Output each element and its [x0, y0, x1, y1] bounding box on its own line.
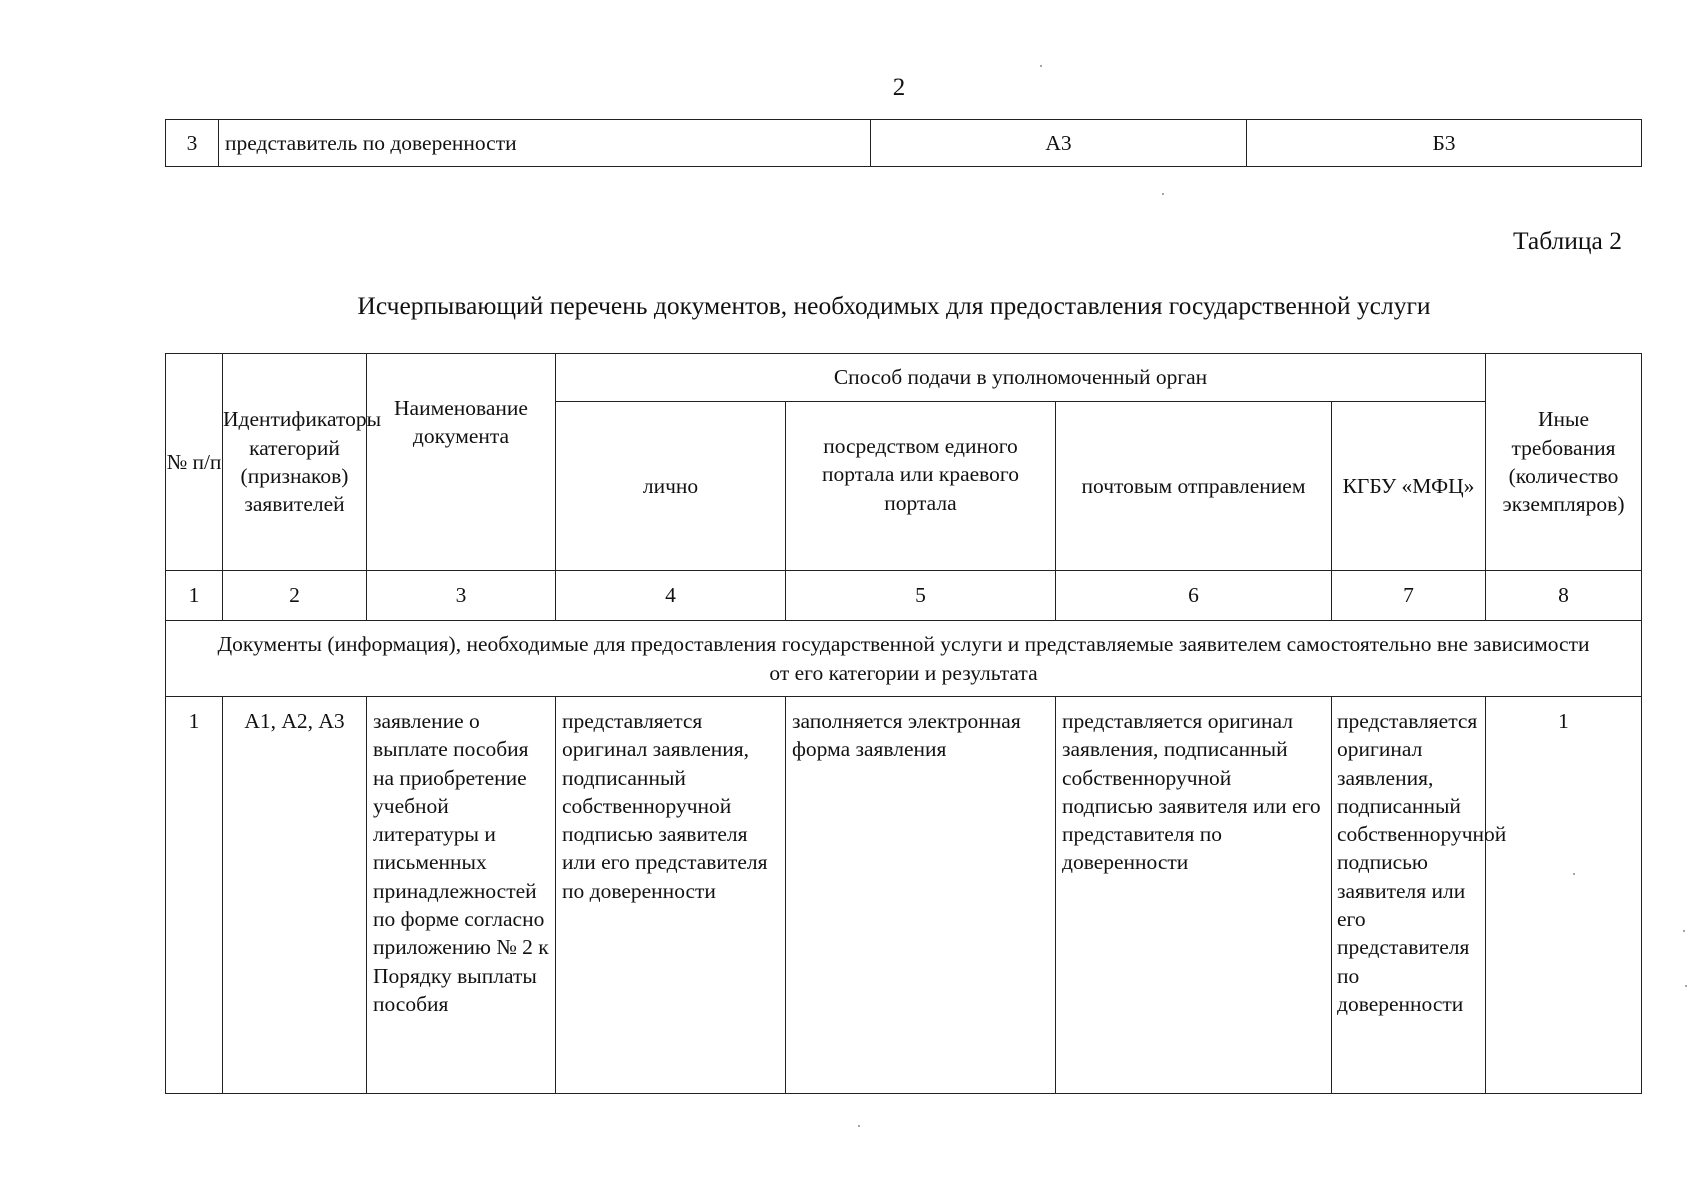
scan-speck	[1040, 65, 1042, 67]
header-doc-name: Наименование документа	[367, 354, 556, 571]
column-number: 3	[367, 571, 556, 621]
scan-speck	[1683, 930, 1685, 932]
documents-table	[165, 353, 1642, 1094]
applicant-label-cell: представитель по доверенности	[219, 120, 871, 167]
section-heading-row	[166, 621, 1642, 697]
header-identifiers: Идентификаторы категорий (признаков) заявителей	[223, 354, 367, 571]
scan-speck	[858, 1125, 860, 1127]
header-other: Иные требования (количество экземпляров)	[1486, 354, 1642, 571]
table-title: Исчерпывающий перечень документов, необходимых для предоставления государственной услуги	[357, 291, 1431, 320]
table-row	[166, 697, 1642, 1094]
column-number: 5	[786, 571, 1056, 621]
row-number-cell: 3	[166, 120, 219, 167]
table-label: Таблица 2	[1512, 226, 1622, 255]
in-person-cell: представляется оригинал заявления, подписанный собственноручной подписью заявителя или его представителя по доверенности	[556, 697, 786, 1094]
header-mail: почтовым отправлением	[1056, 402, 1332, 571]
column-number: 8	[1486, 571, 1642, 621]
continuation-table	[165, 119, 1642, 167]
row-number-cell: 1	[166, 697, 223, 1094]
other-cell: 1	[1486, 697, 1642, 1094]
column-number: 2	[223, 571, 367, 621]
doc-name-cell: заявление о выплате пособия на приобретение учебной литературы и письменных принадлежностей по форме согласно приложению № 2 к Порядку выплаты пособия	[367, 697, 556, 1094]
header-num: № п/п	[166, 354, 223, 571]
header-portal: посредством единого портала или краевого портала	[786, 402, 1056, 571]
header-submission-method: Способ подачи в уполномоченный орган	[556, 354, 1486, 402]
identifier-a-cell: А3	[871, 120, 1247, 167]
column-number: 4	[556, 571, 786, 621]
portal-cell: заполняется электронная форма заявления	[786, 697, 1056, 1094]
header-mfc: КГБУ «МФЦ»	[1332, 402, 1486, 571]
scan-speck	[1685, 985, 1687, 987]
column-number: 1	[166, 571, 223, 621]
column-number-row	[166, 571, 1642, 621]
scan-speck	[1573, 873, 1575, 875]
mfc-cell: представляется оригинал заявления, подписанный собственноручной подписью заявителя или его представителя по доверенности	[1332, 697, 1486, 1094]
mail-cell: представляется оригинал заявления, подписанный собственноручной подписью заявителя или его представителя по доверенности	[1056, 697, 1332, 1094]
column-number: 7	[1332, 571, 1486, 621]
page-number: 2	[892, 74, 906, 101]
section-heading: Документы (информация), необходимые для предоставления государственной услуги и представляемые заявителем самостоятельно вне зависимости от его категории и результата	[166, 621, 1642, 697]
column-number: 6	[1056, 571, 1332, 621]
header-row	[166, 354, 1642, 402]
identifier-b-cell: Б3	[1247, 120, 1642, 167]
header-in-person: лично	[556, 402, 786, 571]
identifiers-cell: А1, А2, А3	[223, 697, 367, 1094]
scan-speck	[1162, 193, 1164, 195]
table-row	[166, 120, 1642, 167]
